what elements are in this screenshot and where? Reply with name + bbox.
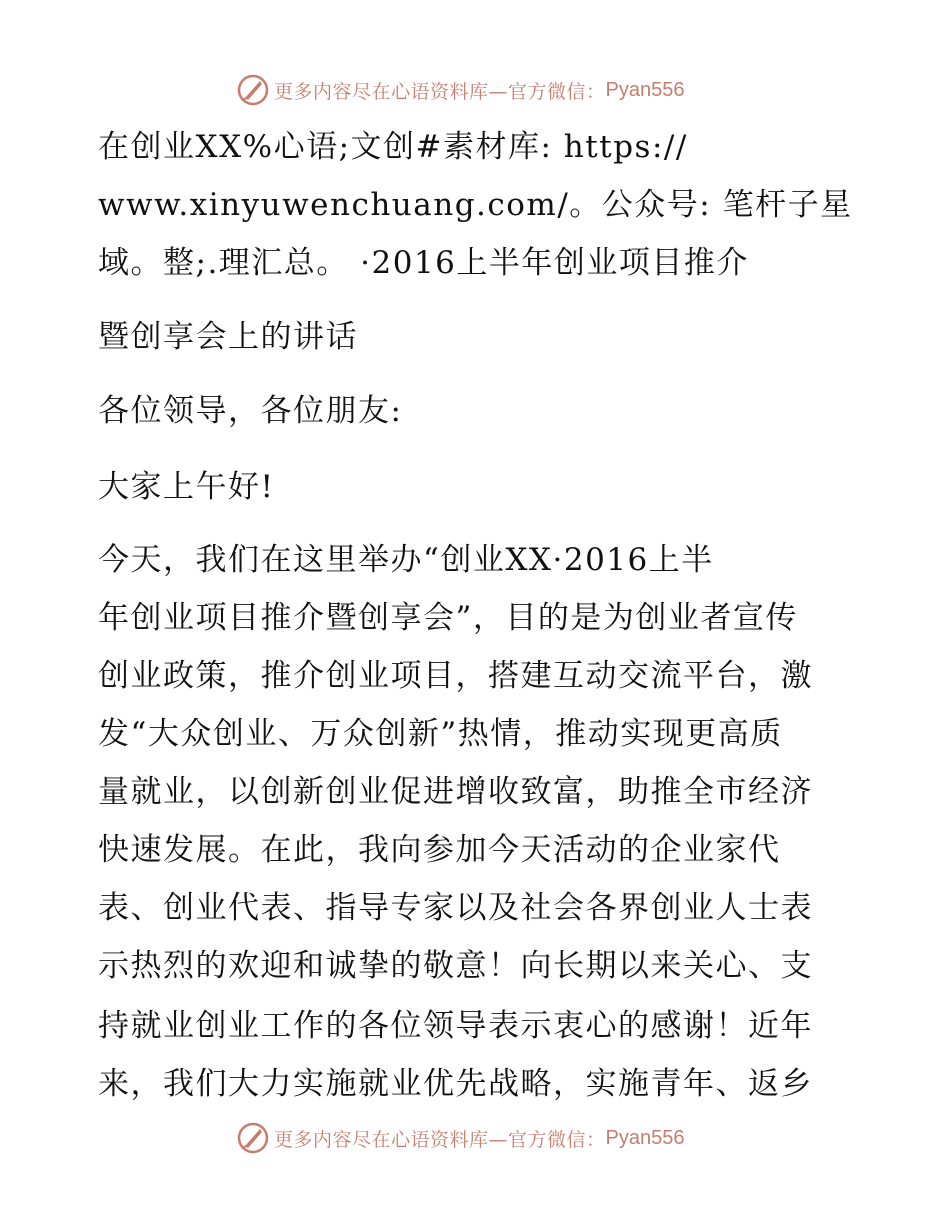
quill-pen-logo-icon bbox=[236, 1121, 270, 1155]
banner-text: 更多内容尽在心语资料库—官方微信： bbox=[274, 1128, 606, 1151]
quill-pen-logo-icon bbox=[236, 73, 270, 107]
text-line: 创业政策，推介创业项目，搭建互动交流平台，激 bbox=[98, 658, 813, 694]
text-line: 量就业，以创新创业促进增收致富，助推全市经济 bbox=[98, 774, 813, 810]
text-line: 来，我们大力实施就业优先战略，实施青年、返乡 bbox=[98, 1066, 813, 1102]
banner-wechat-handle: Pyan556 bbox=[605, 1126, 685, 1149]
text-line: www.xinyuwenchuang.com/。公众号: 笔杆子星 bbox=[98, 187, 853, 223]
banner-wechat-handle: Pyan556 bbox=[605, 78, 685, 101]
text-line: 在创业XX%心语;文创#素材库: https:// bbox=[98, 129, 688, 165]
banner-text: 更多内容尽在心语资料库—官方微信： bbox=[274, 80, 606, 103]
text-line: 年创业项目推介暨创享会”，目的是为创业者宣传 bbox=[98, 600, 798, 636]
text-line: 发“大众创业、万众创新”热情，推动实现更高质 bbox=[98, 716, 783, 752]
text-line: 今天，我们在这里举办“创业XX·2016上半 bbox=[98, 542, 714, 578]
document-title: 暨创享会上的讲话 bbox=[98, 319, 358, 355]
text-line: 持就业创业工作的各位领导表示衷心的感谢！近年 bbox=[98, 1008, 813, 1044]
footer-watermark-banner bbox=[236, 1120, 684, 1156]
salutation: 各位领导，各位朋友: bbox=[98, 393, 403, 429]
text-line: 表、创业代表、指导专家以及社会各界创业人士表 bbox=[98, 890, 813, 926]
text-line: 域。整;.理汇总。 ·2016上半年创业项目推介 bbox=[98, 245, 749, 281]
text-line: 快速发展。在此，我向参加今天活动的企业家代 bbox=[98, 832, 781, 868]
text-line: 示热烈的欢迎和诚挚的敬意！向长期以来关心、支 bbox=[98, 948, 813, 984]
greeting: 大家上午好! bbox=[98, 469, 275, 505]
header-watermark-banner bbox=[236, 72, 684, 108]
